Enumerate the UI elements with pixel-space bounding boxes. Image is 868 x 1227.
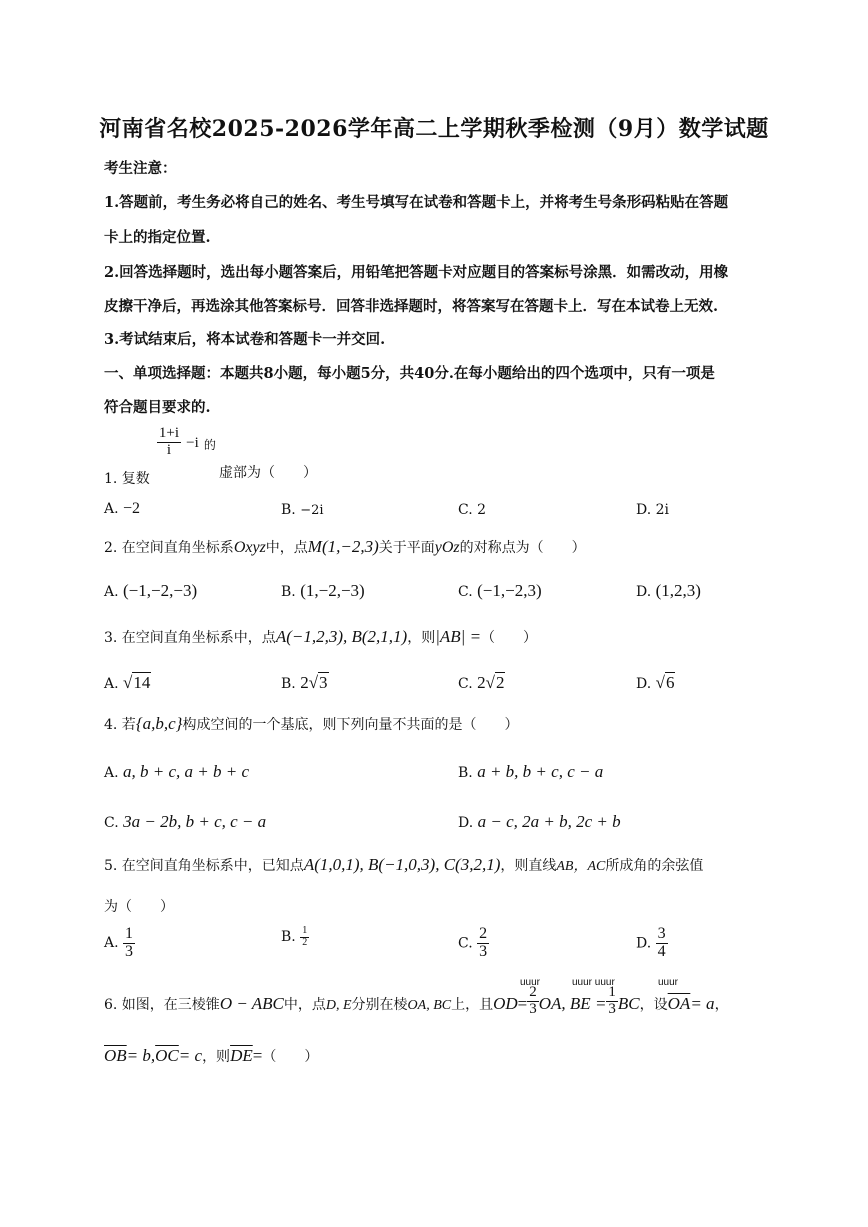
- q6-vector-artifact-2: uuur uuur: [572, 977, 615, 988]
- notice-item-2-line-2: 皮擦干净后，再选涂其他答案标号．回答非选择题时，将答案写在答题卡上．写在本试卷上无效.: [104, 298, 719, 315]
- question-3: 3. 在空间直角坐标系中，点A(−1,2,3), B(2,1,1)，则|AB| =（ ）: [104, 627, 538, 646]
- section-1-heading-line-1: 一、单项选择题：本题共8小题，每小题5分，共40分.在每小题给出的四个选项中，只有一项是: [104, 365, 715, 382]
- q3-option-d[interactable]: D. √6: [636, 673, 675, 692]
- notice-item-2-line-1: 2.回答选择题时，选出每小题答案后，用铅笔把答题卡对应题目的答案标号涂黑．如需改动，用橡: [104, 264, 729, 281]
- question-5-line-2: 为（ ）: [104, 899, 174, 915]
- q3-option-b[interactable]: B. 2√3: [281, 673, 328, 692]
- notice-item-3: 3.考试结束后，将本试卷和答题卡一并交回.: [104, 331, 386, 348]
- question-1-suffix: 虚部为（ ）: [219, 465, 317, 481]
- q5-option-b[interactable]: B. $\frac{1}{2}$: [281, 925, 308, 948]
- q4-option-c[interactable]: C. 3a − 2b, b + c, c − a: [104, 812, 267, 831]
- question-5: 5. 在空间直角坐标系中，已知点A(1,0,1), B(−1,0,3), C(3,2,1)，则直线AB，AC所成角的余弦值: [104, 855, 704, 874]
- q1-option-d[interactable]: D. 2i: [636, 502, 670, 518]
- notice-item-1-line-1: 1.答题前，考生务必将自己的姓名、考生号填写在试卷和答题卡上，并将考生号条形码粘贴在答题: [104, 194, 729, 211]
- question-6-line-2: $\overline{OB}= b,\overline{OC}= c$，则$\overline{DE}=$（ ）: [104, 1046, 319, 1065]
- q6-vector-artifact-1: uuur: [520, 977, 541, 988]
- q4-option-b[interactable]: B. a + b, b + c, c − a: [458, 762, 604, 781]
- q4-option-d[interactable]: D. a − c, 2a + b, 2c + b: [458, 812, 621, 831]
- q5-option-a[interactable]: A. $\frac{1}{3}$: [104, 925, 134, 960]
- question-1: 1. 复数 $\frac{1+i}{i}$ −i 的: [104, 425, 216, 487]
- notice-heading: 考生注意：: [104, 160, 177, 177]
- q2-option-a[interactable]: A. (−1,−2,−3): [104, 581, 198, 600]
- q2-option-d[interactable]: D. (1,2,3): [636, 581, 701, 600]
- q1-option-c[interactable]: C. 2: [458, 502, 487, 518]
- q5-option-d[interactable]: D. $\frac{3}{4}$: [636, 925, 666, 960]
- q1-option-b[interactable]: B. −2i: [281, 502, 324, 518]
- question-2: 2. 在空间直角坐标系Oxyz中，点M(1,−2,3)关于平面yOz的对称点为（ ）: [104, 537, 586, 556]
- q2-option-b[interactable]: B. (1,−2,−3): [281, 581, 365, 600]
- q5-option-c[interactable]: C. $\frac{2}{3}$: [458, 925, 488, 960]
- notice-item-1-line-2: 卡上的指定位置.: [104, 229, 211, 246]
- q1-fraction: $\frac{1+i}{i}$: [158, 425, 180, 458]
- q2-option-c[interactable]: C. (−1,−2,3): [458, 581, 542, 600]
- question-4: 4. 若{a,b,c}构成空间的一个基底，则下列向量不共面的是（ ）: [104, 714, 519, 733]
- q6-vector-artifact-3: uuur: [658, 977, 679, 988]
- q4-option-a[interactable]: A. a, b + c, a + b + c: [104, 762, 250, 781]
- question-6: 6. 如图，在三棱锥O − ABC中，点D, E分别在棱OA, BC上，且OD= $\frac{2}{3}$ OA, BE = $\frac{1}{3}$ BC，设$\overline{OA}= a$，: [104, 984, 729, 1017]
- q1-option-a[interactable]: A. −2: [104, 500, 141, 517]
- page-title: 河南省名校2025-2026学年高二上学期秋季检测（9月）数学试题: [99, 116, 769, 142]
- section-1-heading-line-2: 符合题目要求的.: [104, 399, 211, 416]
- q3-option-c[interactable]: C. 2√2: [458, 673, 505, 692]
- q3-option-a[interactable]: A. √14: [104, 673, 151, 692]
